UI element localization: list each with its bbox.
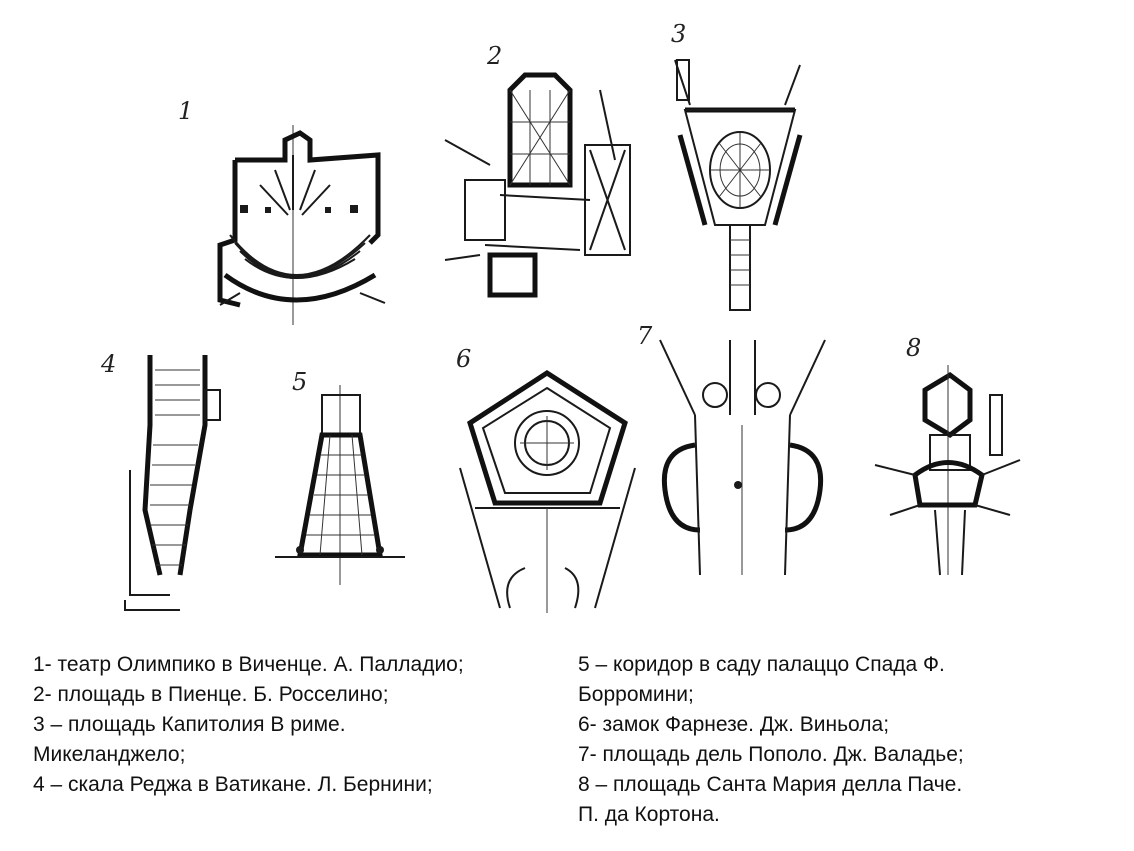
plan-number-2: 2 xyxy=(487,42,503,70)
caption-line-3-author: Микеланджело; xyxy=(33,743,186,766)
plan-8-santa-maria-della-pace xyxy=(870,365,1030,580)
plan-3-capitol-square xyxy=(665,55,815,315)
caption-line-1: 1- театр Олимпико в Виченце. А. Палладио; xyxy=(33,653,464,676)
caption-line-5: 5 – коридор в саду палаццо Спада Ф. xyxy=(578,653,945,676)
caption-line-4: 4 – скала Реджа в Ватикане. Л. Бернини; xyxy=(33,773,433,796)
plan-number-3: 3 xyxy=(671,20,687,48)
plan-1-teatro-olimpico xyxy=(200,125,390,325)
caption-line-8: 8 – площадь Санта Мария делла Паче. xyxy=(578,773,963,796)
caption-line-6: 6- замок Фарнезе. Дж. Виньола; xyxy=(578,713,890,736)
plan-7-piazza-del-popolo xyxy=(650,335,835,580)
plan-number-4: 4 xyxy=(101,350,117,378)
plan-5-spada-corridor xyxy=(270,385,410,590)
plan-number-6: 6 xyxy=(456,345,472,373)
plan-4-scala-regia xyxy=(120,350,230,615)
caption-line-7: 7- площадь дель Пополо. Дж. Валадье; xyxy=(578,743,964,766)
caption-line-5-author: Борромини; xyxy=(578,683,694,706)
plan-number-5: 5 xyxy=(292,368,308,396)
plan-6-caprarola-castle xyxy=(455,368,640,618)
caption-line-2: 2- площадь в Пиенце. Б. Росселино; xyxy=(33,683,389,706)
plan-2-pienza-square xyxy=(440,70,640,305)
caption-left-column xyxy=(33,650,563,800)
caption-line-3: 3 – площадь Капитолия В риме. xyxy=(33,713,346,736)
plan-number-8: 8 xyxy=(906,334,922,362)
plan-number-1: 1 xyxy=(178,97,194,125)
plan-number-7: 7 xyxy=(637,322,653,350)
caption-line-8-author: П. да Кортона. xyxy=(578,803,720,826)
caption-right-column xyxy=(578,650,1118,830)
